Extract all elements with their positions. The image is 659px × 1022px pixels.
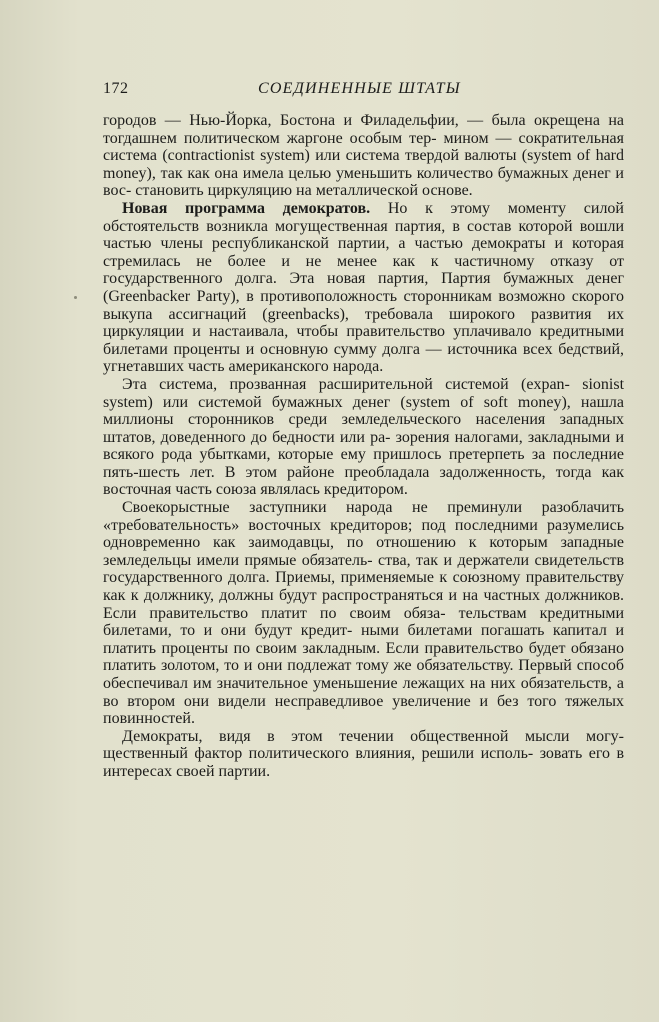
page-number: 172 xyxy=(103,80,129,97)
text-line: обстоятельств возникла могущественная партия, в состав xyxy=(103,217,512,235)
text-line: населения западных штатов, доведенного до бедности или ра- xyxy=(103,411,625,446)
margin-mark xyxy=(74,296,77,299)
paragraph xyxy=(103,200,624,376)
text-line: Новая программа демократов. Но к этому моменту силой xyxy=(122,199,624,217)
text-line: ства, так и держатели свидетельств государственного долга. xyxy=(103,551,625,587)
text-line: money), нашла миллионы сторонников среди земледельческого xyxy=(103,393,624,429)
text-line: система твердой валюты (system of hard money), так как она xyxy=(103,147,625,182)
text-line: источника всех бедствий, угнетавших часть американского xyxy=(103,340,625,376)
text-line: «требовательность» восточных кредиторов; под последними xyxy=(103,516,538,534)
text-line: которые ему пришлось претерпеть за последние пять-шесть xyxy=(103,446,625,481)
text-line: Своекорыстные заступники народа не преминули разоблачить xyxy=(122,499,624,517)
text-line: Приемы, применяемые к союзному правительству как к xyxy=(103,569,625,605)
text-line: должнику, должны будут распространяться и на частных xyxy=(143,587,541,605)
text-line: восточная часть союза являлась кредитором. xyxy=(103,481,408,499)
running-title: СОЕДИНЕННЫЕ ШТАТЫ xyxy=(258,80,461,97)
paragraph xyxy=(103,112,624,200)
text-line: новая партия, Партия бумажных денег (Greenbacker Party), xyxy=(103,270,625,305)
text-line: разумелись одновременно как заимодавцы, по отношению xyxy=(103,516,625,552)
text-line: своим закладным. Если правительство будет обязано платить xyxy=(103,639,625,675)
text-line: лет. В этом районе преобладала задолженность, тогда как xyxy=(189,463,625,481)
text-line: Демократы, видя в этом течении общественной мысли могу- xyxy=(122,727,624,745)
text-line: народа. xyxy=(332,358,384,376)
text-line: увеличение и без того тяжелых повинностей. xyxy=(103,692,625,728)
text-line: Эта система, прозванная расширительной системой (expan- xyxy=(122,375,570,393)
section-heading: Новая программа демократов. xyxy=(122,199,371,217)
text-line: имела целью уменьшить количество бумажных денег и вос- xyxy=(103,164,624,200)
text-line: sionist system) или системой бумажных денег (system of soft xyxy=(103,375,625,411)
text-line: городов — Нью-Йорка, Бостона и Филадельфии, — была xyxy=(103,112,526,129)
paragraph xyxy=(103,499,624,728)
text-line: золотом, то и они подлежат тому же обязательству. Первый xyxy=(160,657,572,675)
text-line: должников. Если правительство платит по своим обяза- xyxy=(103,587,625,622)
text-line: зовать его в интересах своей партии. xyxy=(103,745,625,780)
text-line: ными билетами погашать капитал и платить проценты по xyxy=(103,622,625,657)
text-line: которой вошли частью члены республиканской партии, а xyxy=(103,217,625,253)
text-line: щественный фактор политического влияния, решили исполь- xyxy=(103,745,534,763)
text-line: мином — сократительная система (contractionist system) или xyxy=(103,129,625,165)
page-header xyxy=(103,80,624,102)
text-line: тельствам кредитными билетами, то и они будут кредит- xyxy=(103,604,625,640)
text-line: становить циркуляцию на металлической основе. xyxy=(135,182,473,200)
text-line: к которым западные земледельцы имели прямые обязатель- xyxy=(103,534,624,569)
text-line: в противоположность сторонникам возможно скорого выкупа xyxy=(103,287,625,323)
text-line: способ обеспечивал им значительное уменьшение лежащих на xyxy=(103,657,625,692)
text-line: кредитными билетами проценты и основную сумму долга — xyxy=(103,323,625,358)
body-text xyxy=(103,112,624,781)
text-line: частью демократы и которая стремилась не более и не менее xyxy=(103,235,625,270)
text-line: зорения налогами, закладными и всякого рода убытками, xyxy=(103,428,625,464)
text-line: как к частичному отказу от государственного долга. Эта xyxy=(103,252,625,288)
text-line: циркуляции и настаивала, чтобы правительство уплачивало xyxy=(103,323,532,341)
text-line: окрещена на тогдашнем политическом жаргоне особым тер- xyxy=(103,112,625,147)
paragraph xyxy=(103,376,624,499)
text-line: них обязательств, а во втором они видели несправедливое xyxy=(103,675,625,710)
text-line: ассигнаций (greenbacks), требовала широкого развития их xyxy=(168,305,624,323)
paragraph xyxy=(103,728,624,781)
